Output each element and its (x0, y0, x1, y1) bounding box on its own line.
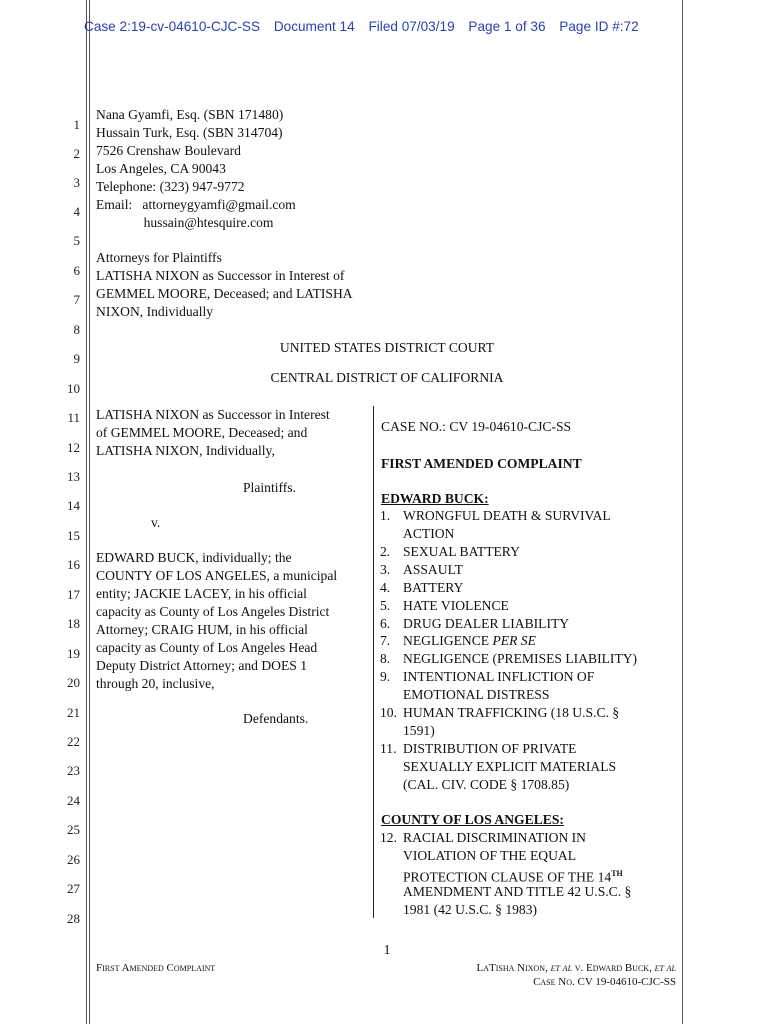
line-number: 4 (73, 204, 80, 219)
line-number: 23 (67, 763, 80, 778)
defendant-line: COUNTY OF LOS ANGELES, a municipal (96, 568, 338, 583)
claim-text: WRONGFUL DEATH & SURVIVAL (403, 508, 611, 523)
line-number: 22 (67, 734, 80, 749)
line-number: 10 (67, 381, 80, 396)
footer-etal-2: et al (654, 962, 676, 974)
attorneys-for-line: Attorneys for Plaintiffs (96, 250, 222, 265)
line-number: 5 (73, 233, 80, 248)
caption-divider (373, 406, 374, 918)
county-heading: COUNTY OF LOS ANGELES: (381, 812, 564, 827)
attorney-line: Los Angeles, CA 90043 (96, 161, 226, 176)
line-number: 17 (67, 587, 80, 602)
case-number: CASE NO.: CV 19-04610-CJC-SS (381, 419, 572, 434)
defendant-line: Deputy District Attorney; and DOES 1 (96, 658, 308, 673)
footer-party-1: LaTisha Nixon, (476, 962, 551, 974)
claim-text: DRUG DEALER LIABILITY (403, 616, 570, 631)
attorney-line: Telephone: (323) 947-9772 (96, 179, 245, 194)
claim-number: 5. (380, 598, 391, 613)
claim-text: NEGLIGENCE (PREMISES LIABILITY) (403, 651, 638, 666)
claim-text: INTENTIONAL INFLICTION OF (403, 669, 595, 684)
claim-number: 11. (380, 741, 397, 756)
left-margin-rule-2 (89, 0, 90, 1024)
defendants-label: Defendants. (243, 711, 309, 726)
claim-text: AMENDMENT AND TITLE 42 U.S.C. § (403, 884, 632, 899)
claim-number: 12. (380, 830, 397, 845)
claim-number: 6. (380, 616, 391, 631)
line-number: 7 (73, 292, 80, 307)
plaintiff-line: LATISHA NIXON, Individually, (96, 443, 275, 458)
claim-text: ACTION (403, 526, 455, 541)
line-number: 18 (67, 616, 80, 631)
line-number: 21 (67, 705, 80, 720)
attorney-line: 7526 Crenshaw Boulevard (96, 143, 241, 158)
edward-buck-heading: EDWARD BUCK: (381, 491, 489, 506)
claim-text (403, 632, 536, 650)
claim-number: 10. (380, 705, 397, 720)
attorney-email-line: hussain@htesquire.com (96, 215, 274, 230)
claim-number: 9. (380, 669, 391, 684)
header-page: Page 1 of 36 (468, 19, 546, 34)
attorneys-for-line: LATISHA NIXON as Successor in Interest of (96, 268, 345, 283)
claim-text: DISTRIBUTION OF PRIVATE (403, 741, 577, 756)
line-number: 27 (67, 881, 80, 896)
claim-text: SEXUAL BATTERY (403, 544, 520, 559)
line-number: 3 (73, 175, 80, 190)
defendant-line: capacity as County of Los Angeles Head (96, 640, 318, 655)
claim-number: 8. (380, 651, 391, 666)
line-number: 28 (67, 911, 80, 926)
plaintiff-line: LATISHA NIXON as Successor in Interest (96, 407, 330, 422)
versus-label: v. (151, 515, 161, 530)
line-number: 19 (67, 646, 80, 661)
claim-text-italic: PER SE (492, 633, 536, 648)
claim-number: 1. (380, 508, 391, 523)
right-margin-rule (682, 0, 683, 1024)
header-case: Case 2:19-cv-04610-CJC-SS (84, 19, 261, 34)
claim-text: RACIAL DISCRIMINATION IN (403, 830, 587, 845)
defendant-line: entity; JACKIE LACEY, in his official (96, 586, 307, 601)
defendant-line: capacity as County of Los Angeles District (96, 604, 330, 619)
line-number: 8 (73, 322, 80, 337)
attorney-line: Nana Gyamfi, Esq. (SBN 171480) (96, 107, 284, 122)
page-number: 1 (383, 942, 391, 957)
claim-text: VIOLATION OF THE EQUAL (403, 848, 577, 863)
line-number: 11 (67, 410, 80, 425)
line-number: 24 (67, 793, 80, 808)
court-district: CENTRAL DISTRICT OF CALIFORNIA (270, 370, 504, 385)
claim-number: 2. (380, 544, 391, 559)
attorney-line: Hussain Turk, Esq. (SBN 314704) (96, 125, 283, 140)
claim-number: 4. (380, 580, 391, 595)
footer-case-caption (477, 962, 676, 974)
line-number: 25 (67, 822, 80, 837)
claim-text: 1591) (403, 723, 435, 738)
plaintiff-line: of GEMMEL MOORE, Deceased; and (96, 425, 308, 440)
court-name: UNITED STATES DISTRICT COURT (279, 340, 495, 355)
header-page-id: Page ID #:72 (559, 19, 639, 34)
line-number: 15 (67, 528, 80, 543)
line-number: 9 (73, 351, 80, 366)
left-margin-rule-1 (86, 0, 87, 1024)
defendant-line: Attorney; CRAIG HUM, in his official (96, 622, 308, 637)
line-number: 26 (67, 852, 80, 867)
header-document: Document 14 (273, 19, 355, 34)
footer-versus: v. (572, 962, 587, 974)
claim-number: 3. (380, 562, 391, 577)
line-number: 6 (73, 263, 80, 278)
attorney-email-line: Email: attorneygyamfi@gmail.com (96, 197, 296, 212)
header-filed: Filed 07/03/19 (368, 19, 455, 34)
line-number: 1 (73, 117, 80, 132)
footer-party-2: Edward Buck, (586, 962, 655, 974)
line-number: 13 (67, 469, 80, 484)
claim-text: ASSAULT (403, 562, 463, 577)
line-number: 2 (73, 146, 80, 161)
line-number: 12 (67, 440, 80, 455)
claim-number: 7. (380, 633, 391, 648)
attorneys-for-line: GEMMEL MOORE, Deceased; and LATISHA (96, 286, 353, 301)
claim-text: BATTERY (403, 580, 464, 595)
footer-case-number: Case No. CV 19-04610-CJC-SS (533, 976, 676, 988)
defendant-line: EDWARD BUCK, individually; the (96, 550, 292, 565)
attorneys-for-line: NIXON, Individually (96, 304, 214, 319)
document-title: FIRST AMENDED COMPLAINT (381, 456, 582, 471)
defendant-line: through 20, inclusive, (96, 676, 215, 691)
claim-text-main: PROTECTION CLAUSE OF THE 14 (403, 869, 612, 885)
line-number: 14 (67, 498, 80, 513)
claim-text: EMOTIONAL DISTRESS (403, 687, 550, 702)
ecf-header-stamp (84, 19, 649, 34)
footer-etal-1: et al (550, 962, 573, 974)
plaintiffs-label: Plaintiffs. (243, 480, 296, 495)
claim-text: SEXUALLY EXPLICIT MATERIALS (403, 759, 617, 774)
claim-text: HATE VIOLENCE (403, 598, 509, 613)
line-number: 20 (67, 675, 80, 690)
claim-text: 1981 (42 U.S.C. § 1983) (403, 902, 538, 917)
ordinal-superscript: TH (611, 869, 623, 878)
line-number: 16 (67, 557, 80, 572)
claim-text: HUMAN TRAFFICKING (18 U.S.C. § (403, 705, 620, 720)
footer-document-title: First Amended Complaint (96, 962, 216, 974)
claim-text: (CAL. CIV. CODE § 1708.85) (403, 777, 570, 792)
claim-text-main: NEGLIGENCE (403, 633, 493, 648)
